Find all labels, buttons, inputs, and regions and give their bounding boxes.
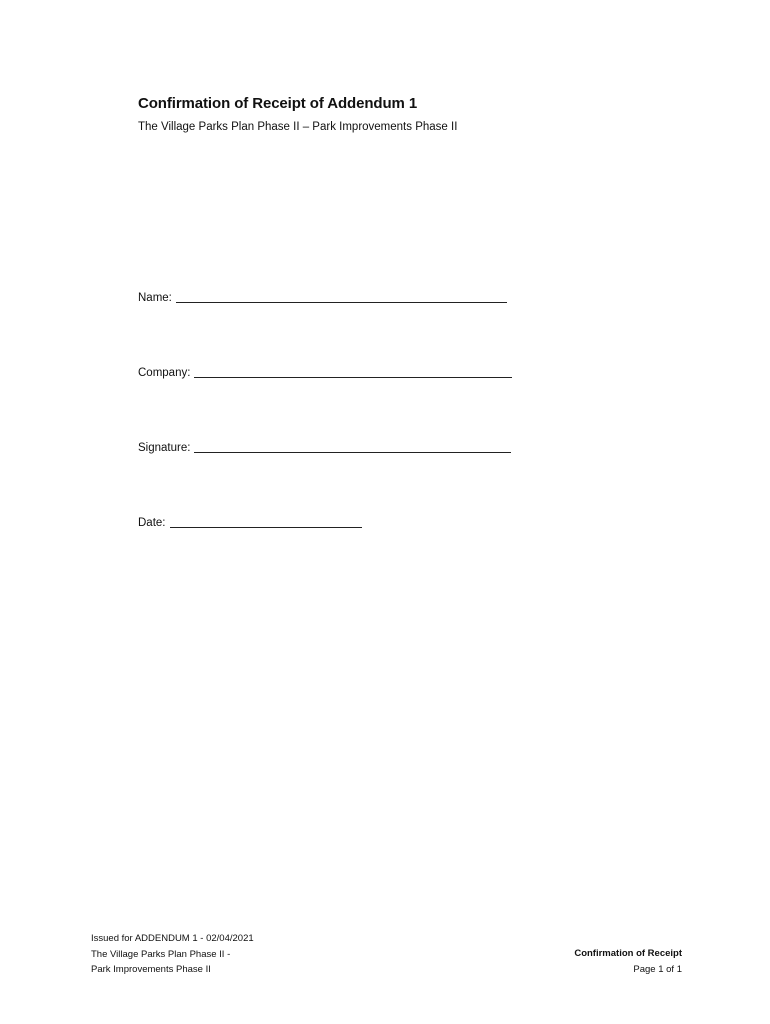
date-input-line[interactable] xyxy=(170,516,362,528)
document-title: Confirmation of Receipt of Addendum 1 xyxy=(138,95,418,112)
company-label: Company: xyxy=(138,367,191,379)
signature-field xyxy=(138,439,511,454)
name-field xyxy=(138,289,507,304)
name-label: Name: xyxy=(138,292,172,304)
footer-right xyxy=(574,946,682,977)
footer-phase-line: Park Improvements Phase II xyxy=(91,964,211,975)
page-number: Page 1 of 1 xyxy=(633,963,682,975)
name-input-line[interactable] xyxy=(176,291,507,303)
company-input-line[interactable] xyxy=(194,366,512,378)
footer-heading: Confirmation of Receipt xyxy=(574,948,682,959)
footer-issued-line: Issued for ADDENDUM 1 - 02/04/2021 xyxy=(91,933,254,944)
document-subtitle: The Village Parks Plan Phase II – Park Improvements Phase II xyxy=(138,121,458,133)
date-label: Date: xyxy=(138,517,166,529)
date-field xyxy=(138,514,362,529)
footer-left xyxy=(91,931,254,978)
footer-project-line: The Village Parks Plan Phase II - xyxy=(91,948,231,960)
signature-input-line[interactable] xyxy=(194,441,511,453)
signature-label: Signature: xyxy=(138,442,191,454)
company-field xyxy=(138,364,512,379)
